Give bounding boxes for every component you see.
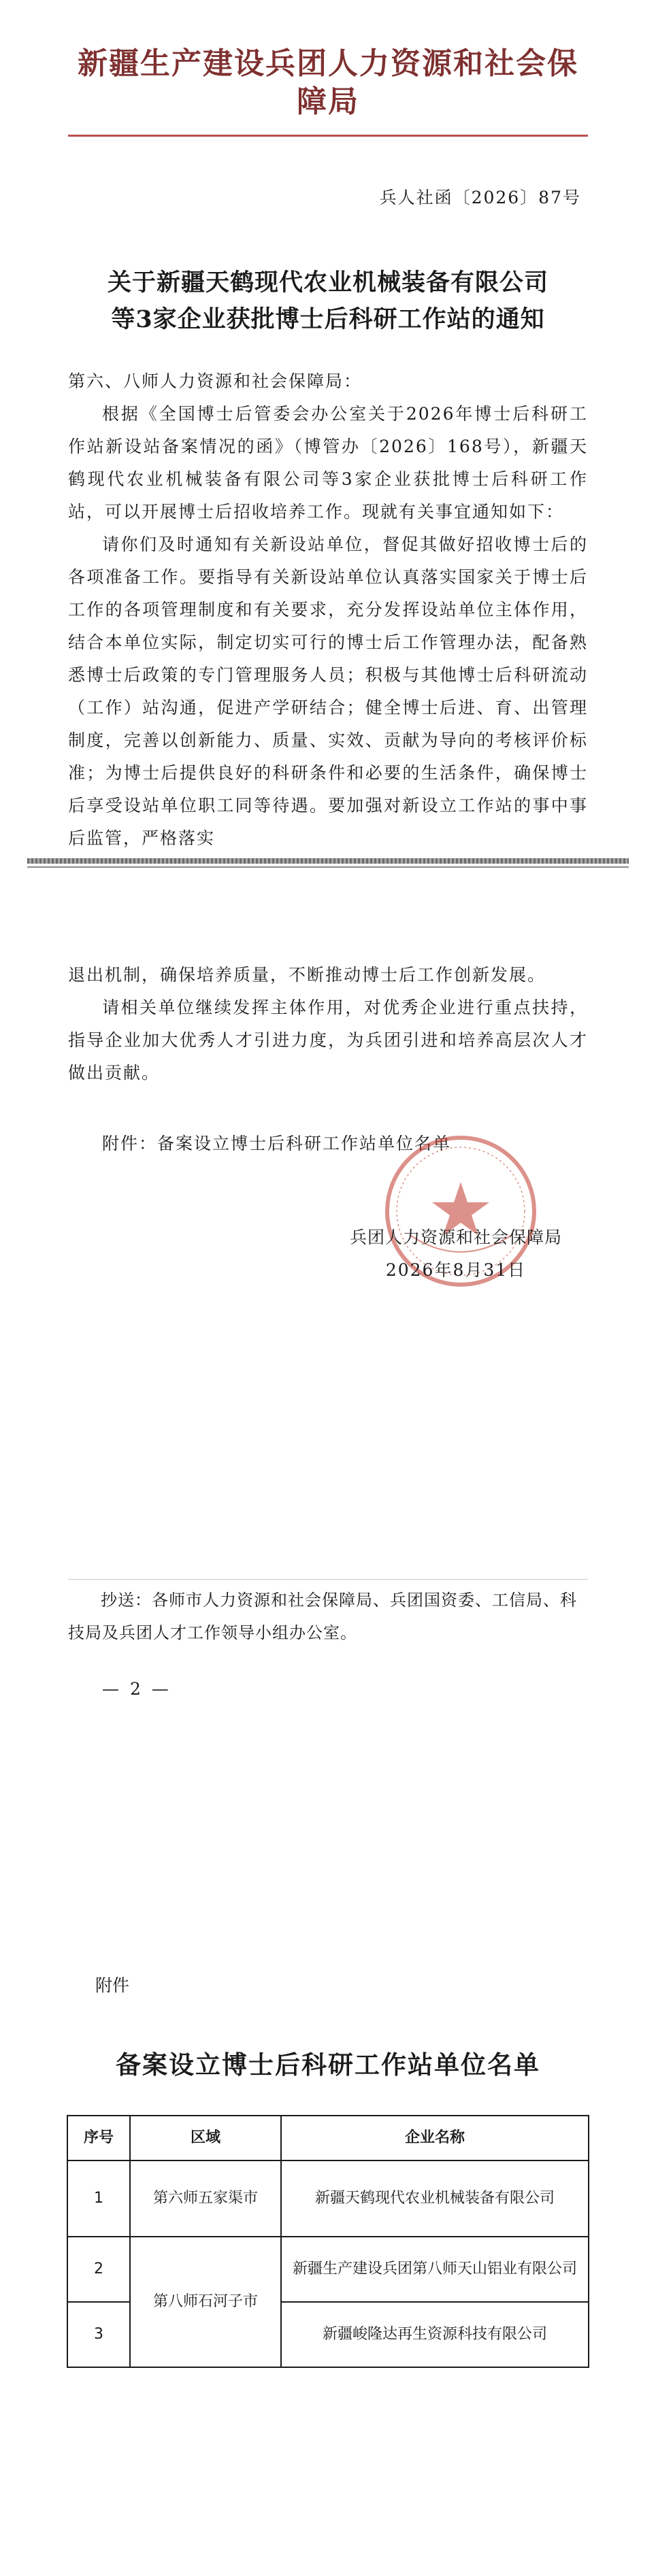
cell-no: 1 (67, 2160, 130, 2237)
header-company: 企业名称 (281, 2116, 589, 2160)
attachment-label: 附件 (95, 1976, 130, 1995)
document-title (68, 265, 588, 338)
page-three (0, 1809, 656, 2576)
table-row (67, 2160, 589, 2237)
cell-region: 第八师石河子市 (130, 2237, 281, 2367)
header-no: 序号 (67, 2116, 130, 2160)
salutation: 第六、八师人力资源和社会保障局： (68, 371, 363, 391)
paragraph-support: 请相关单位继续发挥主体作用，对优秀企业进行重点扶持，指导企业加大优秀人才引进力度，为兵团引进和培养高层次人才做出贡献。 (68, 998, 588, 1083)
paragraph-basis: 根据《全国博士后管委会办公室关于2026年博士后科研工作站新设站备案情况的函》（博管办〔2026〕168号），新疆天鹤现代农业机械装备有限公司等3家企业获批博士后科研工作站，可以开展博士后招收培养工作。现就有关事宜通知如下： (68, 404, 588, 522)
page-two (0, 857, 656, 1809)
signature-block (333, 1221, 578, 1287)
cell-company: 新疆峻隆达再生资源科技有限公司 (281, 2302, 589, 2367)
units-table (67, 2115, 589, 2368)
cell-company: 新疆生产建设兵团第八师天山铝业有限公司 (281, 2237, 589, 2302)
issuer-header: 新疆生产建设兵团人力资源和社会保障局 (78, 46, 578, 119)
cell-no: 2 (67, 2237, 130, 2302)
document-number: 兵人社函〔2026〕87号 (379, 188, 581, 207)
cc-list: 抄送：各师市人力资源和社会保障局、兵团国资委、工信局、科技局及兵团人才工作领导小组办公室。 (68, 1579, 588, 1649)
cell-company: 新疆天鹤现代农业机械装备有限公司 (281, 2160, 589, 2237)
attachment-reference: 附件：备案设立博士后科研工作站单位名单 (102, 1134, 452, 1153)
title-line-1: 关于新疆天鹤现代农业机械装备有限公司 (107, 269, 548, 296)
red-header-rule (68, 135, 588, 137)
table-header-row (67, 2116, 589, 2160)
cell-no: 3 (67, 2302, 130, 2367)
page-one (0, 0, 656, 857)
paragraph-requirements: 请你们及时通知有关新设站单位，督促其做好招收博士后的各项准备工作。要指导有关新设站单位认真落实国家关于博士后工作的各项管理制度和有关要求，充分发挥设站单位主体作用，结合本单位实际，制定切实可行的博士后工作管理办法，配备熟悉博士后政策的专门管理服务人员；积极与其他博士后科研流动（工作）站沟通，促进产学研结合；健全博士后进、育、出管理制度，完善以创新能力、质量、实效、贡献为导向的考核评价标准；为博士后提供良好的科研条件和必要的生活条件，确保博士后享受设站单位职工同等待遇。要加强对新设立工作站的事中事后监管，严格落实 (68, 535, 588, 848)
paragraph-continued: 退出机制，确保培养质量，不断推动博士后工作创新发展。 (68, 965, 546, 985)
title-line-2: 等3家企业获批博士后科研工作站的通知 (111, 305, 545, 333)
header-region: 区域 (130, 2116, 281, 2160)
cell-region: 第六师五家渠市 (130, 2160, 281, 2237)
attachment-title: 备案设立博士后科研工作站单位名单 (116, 2050, 540, 2080)
page-number: — 2 — (102, 1679, 171, 1699)
signing-date: 2026年8月31日 (385, 1260, 527, 1280)
table-row (67, 2237, 589, 2302)
signing-organization: 兵团人力资源和社会保障局 (349, 1227, 562, 1247)
